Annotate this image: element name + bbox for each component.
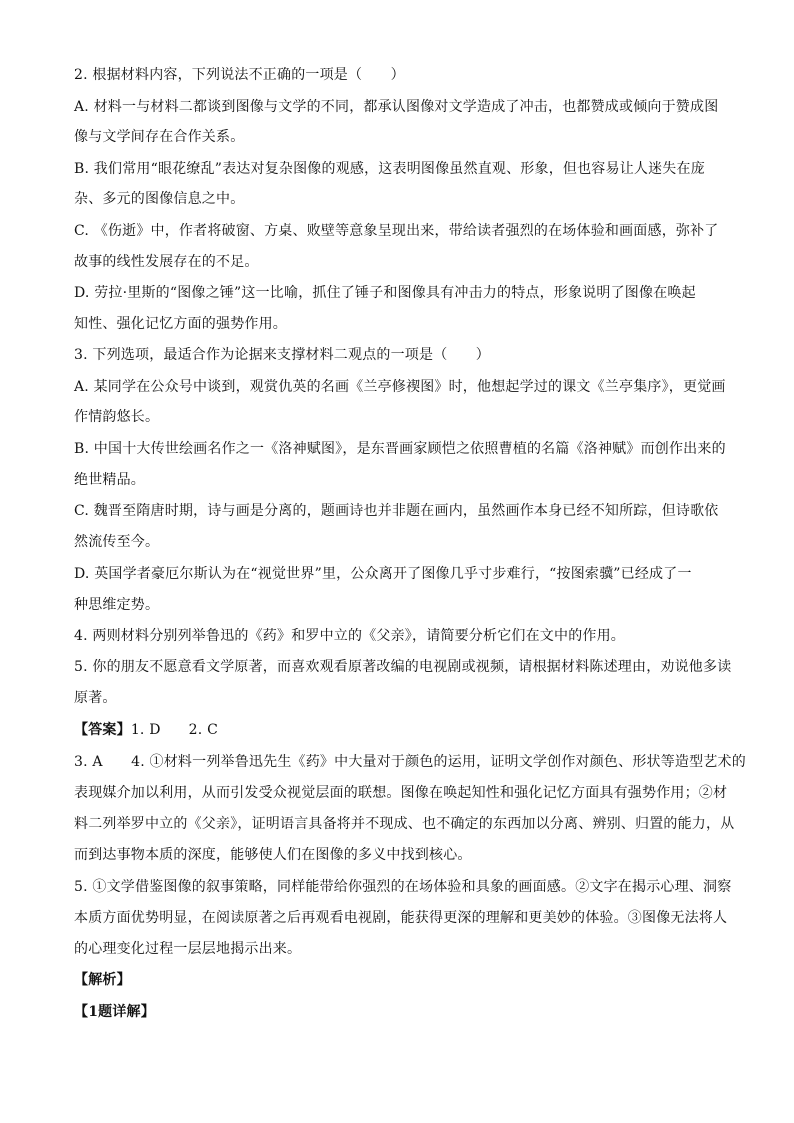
question-3-option-a-cont: 作情韵悠长。 xyxy=(74,409,160,425)
question-3-option-b: B. 中国十大传世绘画名作之一《洛神赋图》，是东晋画家顾恺之依照曹植的名篇《洛神赋》而创作出来的 xyxy=(74,441,726,457)
question-2-stem: 2. 根据材料内容，下列说法不正确的一项是（ ） xyxy=(74,67,405,83)
question-3-option-b-cont: 绝世精品。 xyxy=(74,472,145,488)
question-3-option-d-cont: 种思维定势。 xyxy=(74,597,160,613)
question-4-stem: 4. 两则材料分别列举鲁迅的《药》和罗中立的《父亲》，请简要分析它们在文中的作用。 xyxy=(74,628,626,644)
question-3-option-c: C. 魏晋至隋唐时期，诗与画是分离的，题画诗也并非题在画内，虽然画作本身已经不知所踪，但诗歌依 xyxy=(74,503,719,519)
answer-line: 本质方面优势明显，在阅读原著之后再观看电视剧，能获得更深的理解和更美妙的体验。③图像无法将人 xyxy=(74,910,728,926)
question-5-stem: 5. 你的朋友不愿意看文学原著，而喜欢观看原著改编的电视剧或视频，请根据材料陈述理由，劝说他多读 xyxy=(74,659,732,675)
answer-line: 5. ①文学借鉴图像的叙事策略，同样能带给你强烈的在场体验和具象的画面感。②文字在揭示心理、洞察 xyxy=(74,879,732,895)
question-2-option-d-cont: 知性、强化记忆方面的强势作用。 xyxy=(74,316,287,332)
question-2-option-d: D. 劳拉·里斯的“图像之锤”这一比喻，抓住了锤子和图像具有冲击力的特点，形象说明了图像在唤起 xyxy=(74,285,696,301)
answer-q2: 2. C xyxy=(188,722,218,738)
answer-label: 【答案】 xyxy=(74,722,131,738)
answer-line: 3. A 4. ①材料一列举鲁迅先生《药》中大量对于颜色的运用，证明文学创作对颜色、形状等造型艺术的 xyxy=(74,754,746,770)
question-3-option-d: D. 英国学者豪厄尔斯认为在“视觉世界”里，公众离开了图像几乎寸步难行，“按图索骥”已经成了一 xyxy=(74,566,692,582)
analysis-label: 【解析】 xyxy=(74,972,131,988)
question-3-stem: 3. 下列选项，最适合作为论据来支撑材料二观点的一项是（ ） xyxy=(74,347,491,363)
question-2-option-a: A. 材料一与材料二都谈到图像与文学的不同，都承认图像对文学造成了冲击，也都赞成或倾向于赞成图 xyxy=(74,99,719,115)
question-2-option-b-cont: 杂、多元的图像信息之中。 xyxy=(74,191,245,207)
detail-label: 【1题详解】 xyxy=(74,1004,155,1020)
question-2-option-b: B. 我们常用“眼花缭乱”表达对复杂图像的观感，这表明图像虽然直观、形象，但也容易让人迷失在庞 xyxy=(74,161,705,177)
question-2-option-c-cont: 故事的线性发展存在的不足。 xyxy=(74,254,259,270)
answer-row xyxy=(74,720,724,740)
question-2-option-a-cont: 像与文学间存在合作关系。 xyxy=(74,129,245,145)
question-3-option-c-cont: 然流传至今。 xyxy=(74,534,160,550)
answer-line: 的心理变化过程一层层地揭示出来。 xyxy=(74,941,302,957)
answer-line: 表现媒介加以利用，从而引发受众视觉层面的联想。图像在唤起知性和强化记忆方面具有强势作用；②材 xyxy=(74,785,728,801)
answer-line: 而到达事物本质的深度，能够使人们在图像的多义中找到核心。 xyxy=(74,847,472,863)
question-2-option-c: C. 《伤逝》中，作者将破窗、方桌、败壁等意象呈现出来，带给读者强烈的在场体验和画面感，弥补了 xyxy=(74,223,719,239)
answer-line: 料二列举罗中立的《父亲》，证明语言具备将并不现成、也不确定的东西加以分离、辨别、归置的能力，从 xyxy=(74,816,735,832)
question-5-stem-cont: 原著。 xyxy=(74,690,117,706)
question-3-option-a: A. 某同学在公众号中谈到，观赏仇英的名画《兰亭修禊图》时，他想起学过的课文《兰亭集序》，更觉画 xyxy=(74,379,726,395)
answer-q1: 1. D xyxy=(130,722,161,738)
